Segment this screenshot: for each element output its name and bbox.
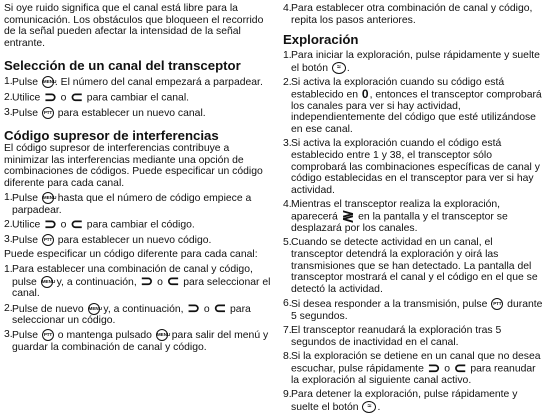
combo-step-2: 2. Pulse de nuevo MENU y, a continuación, ⊃ o ⊂ para seleccionar un código. bbox=[4, 300, 251, 326]
scan-step-9: 9. Para detener la exploración, pulse rápidamente y suelte el botón ≈ . bbox=[283, 389, 518, 413]
channel-step-1: 1. Pulse MENU. El número del canal empezará a parpadear. bbox=[4, 76, 263, 89]
menu-button-icon: MENU bbox=[42, 192, 54, 204]
scan-heading: Exploración bbox=[283, 32, 359, 48]
ptt-button-icon: PTT bbox=[42, 107, 54, 119]
down-arrow-icon: ⊂ bbox=[70, 88, 83, 106]
left-column bbox=[4, 3, 274, 353]
channel-step-3: 3. Pulse PTT para establecer un nuevo canal. bbox=[4, 106, 206, 119]
down-arrow-icon: ⊂ bbox=[453, 360, 467, 378]
ptt-button-icon: PTT bbox=[42, 329, 54, 341]
down-arrow-icon: ⊂ bbox=[213, 300, 227, 318]
up-arrow-icon: ⊃ bbox=[427, 360, 441, 378]
scan-step-4: 4. Mientras el transceptor realiza la exploración, aparecerá ≷ en la pantalla y el transceptor se desplazará por los canales. bbox=[283, 199, 508, 234]
channel-selection-heading: Selección de un canal del transceptor bbox=[4, 58, 241, 74]
combo-step-3: 3. Pulse PTT o mantenga pulsado MENU para salir del menú y guardar la combinación de canal y código. bbox=[4, 329, 269, 353]
scan-step-6: 6. Si desea responder a la transmisión, pulse PTT durante 5 segundos. bbox=[283, 298, 543, 322]
code-step-3: 3. Pulse PTT para establecer un nuevo código. bbox=[4, 234, 212, 246]
intro-paragraph: Si oye ruido significa que el canal está libre para la comunicación. Los obstáculos que bloqueen el recorrido de la señal pueden afectar la intensidad de la señal entrante. bbox=[4, 3, 264, 49]
code-step-1: 1. Pulse MENU hasta que el número de código empiece a parpadear. bbox=[4, 192, 252, 216]
zero-digit-icon: 0 bbox=[361, 86, 369, 101]
code-step-2: 2. Utilice ⊃ o ⊂ para cambiar el código. bbox=[4, 216, 195, 234]
scan-button-icon: ≈ bbox=[362, 401, 376, 413]
channel-step-2: 2. Utilice ⊃ o ⊂ para cambiar el canal. bbox=[4, 88, 190, 106]
up-arrow-icon: ⊃ bbox=[44, 216, 57, 234]
up-arrow-icon: ⊃ bbox=[187, 300, 200, 318]
scan-step-5: 5. Cuando se detecte actividad en un canal, el transceptor detendrá la exploración y oirá las transmisiones que se han detectado. La pantalla del transceptor mostrará el canal y el código en el que se detectó la actividad. bbox=[283, 237, 538, 295]
menu-button-icon: MENU bbox=[88, 303, 100, 315]
code-note: Puede especificar un código diferente para cada canal: bbox=[4, 249, 258, 261]
scan-step-1: 1. Para iniciar la exploración, pulse rápidamente y suelte el botón ≈ . bbox=[283, 50, 540, 74]
combo-step-1: 1. Para establecer una combinación de canal y código, pulse MENU y, a continuación, ⊃ o ⊂ para seleccionar el canal. bbox=[4, 264, 271, 299]
interference-code-heading: Código supresor de interferencias bbox=[4, 127, 219, 143]
ptt-button-icon: PTT bbox=[42, 234, 54, 246]
scan-step-8: 8. Si la exploración se detiene en un canal que no desea escuchar, pulse rápidamente ⊃ o ⊂ para reanudar la exploración al siguiente canal activo. bbox=[283, 351, 541, 386]
interference-intro: El código supresor de interferencias contribuye a minimizar las interferencias mediante una opción de combinaciones de códigos. Puede especificar un código diferente para cada canal. bbox=[4, 142, 263, 189]
down-arrow-icon: ⊂ bbox=[166, 273, 180, 291]
down-arrow-icon: ⊂ bbox=[70, 216, 83, 234]
scan-step-3: 3. Si activa la exploración cuando el código está establecido entre 1 y 38, el transceptor sólo comprobará las combinaciones específicas de canal y código establecidas en el transceptor para ver si hay actividad. bbox=[283, 138, 540, 196]
scan-button-icon: ≈ bbox=[332, 62, 346, 74]
scan-step-7: 7. El transceptor reanudará la exploración tras 5 segundos de inactividad en el canal. bbox=[283, 325, 502, 348]
menu-button-icon: MENU bbox=[42, 76, 54, 88]
scan-step-2: 2. Si activa la exploración cuando su código está establecido en 0, entonces el transceptor comprobará los canales para ver si hay actividad, independientemente del código que esté utilizándose en ese canal. bbox=[283, 77, 542, 135]
up-arrow-icon: ⊃ bbox=[140, 273, 154, 291]
scan-symbol-icon: ≷ bbox=[341, 207, 355, 225]
ptt-button-icon: PTT bbox=[491, 298, 503, 310]
menu-button-icon: MENU bbox=[41, 276, 53, 288]
combo-step-4: 4. Para establecer otra combinación de canal y código, repita los pasos anteriores. bbox=[283, 3, 533, 26]
menu-button-icon: MENU bbox=[156, 329, 168, 341]
right-column bbox=[283, 3, 545, 413]
up-arrow-icon: ⊃ bbox=[44, 88, 57, 106]
